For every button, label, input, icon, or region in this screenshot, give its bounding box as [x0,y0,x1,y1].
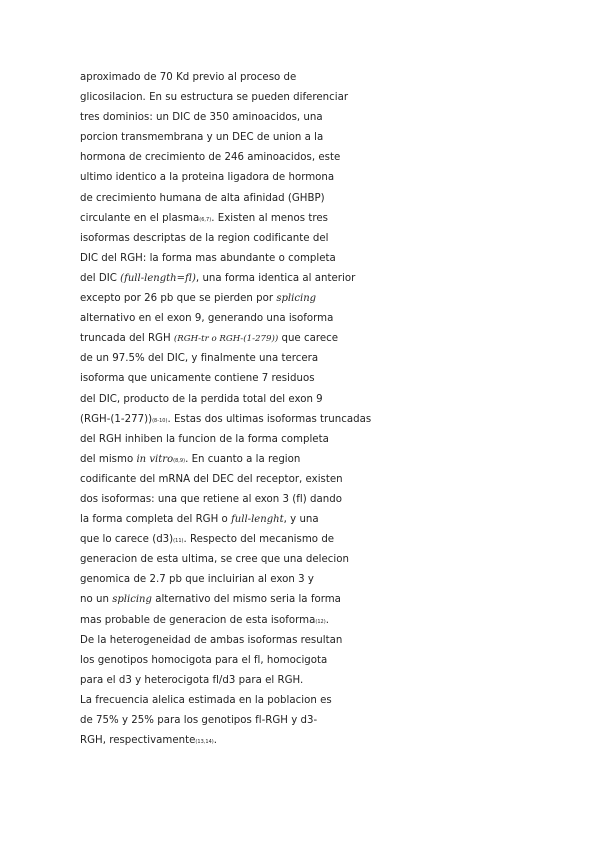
text-line: mas probable de generacion de esta isoforma(12). [80,614,329,626]
italic-term: in vitro [136,453,174,465]
text-line: RGH, respectivamente(13,14). [80,735,218,747]
body-text [80,68,380,751]
text-line: del mismo in vitro(8,9). En cuanto a la region [80,453,301,465]
text-line: glicosilacion. En su estructura se pueden diferenciar [80,92,349,104]
italic-term: (full-length=fl) [120,272,196,284]
italic-term: splicing [112,594,152,606]
text-line: del DIC, producto de la perdida total del exon 9 [80,393,323,405]
text-line: circulante en el plasma(6,7). Existen al menos tres [80,212,328,224]
citation-ref: (12) [315,618,326,625]
citation-ref: (8,9) [173,457,186,464]
citation-ref: (13,14) [195,739,214,746]
citation-ref: (8-10) [152,417,168,424]
text-line: tres dominios: un DIC de 350 aminoacidos, una [80,112,323,124]
text-line: DIC del RGH: la forma mas abundante o completa [80,252,336,264]
italic-term: full-lenght [231,514,284,526]
text-line: que lo carece (d3)(11). Respecto del mecanismo de [80,534,335,546]
citation-ref: (6,7) [199,216,212,223]
text-line: del RGH inhiben la funcion de la forma completa [80,433,329,445]
text-line: generacion de esta ultima, se cree que una delecion [80,554,349,566]
text-line: hormona de crecimiento de 246 aminoacidos, este [80,152,341,164]
text-line: para el d3 y heterocigota fl/d3 para el RGH. [80,674,304,686]
text-line: De la heterogeneidad de ambas isoformas resultan [80,634,343,646]
italic-term: (RGH-tr o RGH-(1-279)) [173,334,279,345]
citation-ref: (11) [173,538,184,545]
text-line: no un splicing alternativo del mismo seria la forma [80,594,341,606]
text-line: alternativo en el exon 9, generando una isoforma [80,313,334,325]
text-line: (RGH-(1-277))(8-10). Estas dos ultimas isoformas truncadas [80,413,372,425]
text-line: los genotipos homocigota para el fl, homocigota [80,654,328,666]
text-line: la forma completa del RGH o full-lenght, y una [80,514,319,526]
text-line: genomica de 2.7 pb que incluirian al exon 3 y [80,574,314,586]
text-line: truncada del RGH (RGH-tr o RGH-(1-279)) que carece [80,333,339,345]
text-line: de crecimiento humana de alta afinidad (GHBP) [80,192,325,204]
text-line: de un 97.5% del DIC, y finalmente una tercera [80,353,319,365]
text-line: de 75% y 25% para los genotipos fl-RGH y d3- [80,715,318,726]
text-line: del DIC (full-length=fl), una forma identica al anterior [80,272,356,284]
text-line: excepto por 26 pb que se pierden por splicing [80,293,317,305]
text-line: ultimo identico a la proteina ligadora de hormona [80,172,335,184]
text-line: codificante del mRNA del DEC del receptor, existen [80,473,343,485]
text-line: isoformas descriptas de la region codificante del [80,232,329,244]
text-line: aproximado de 70 Kd previo al proceso de [80,72,297,83]
text-line: isoforma que unicamente contiene 7 residuos [80,373,315,385]
text-line: dos isoformas: una que retiene al exon 3 (fl) dando [80,493,342,505]
italic-term: splicing [276,293,317,305]
text-line: La frecuencia alelica estimada en la poblacion es [80,694,332,706]
text-line: porcion transmembrana y un DEC de union a la [80,132,324,144]
